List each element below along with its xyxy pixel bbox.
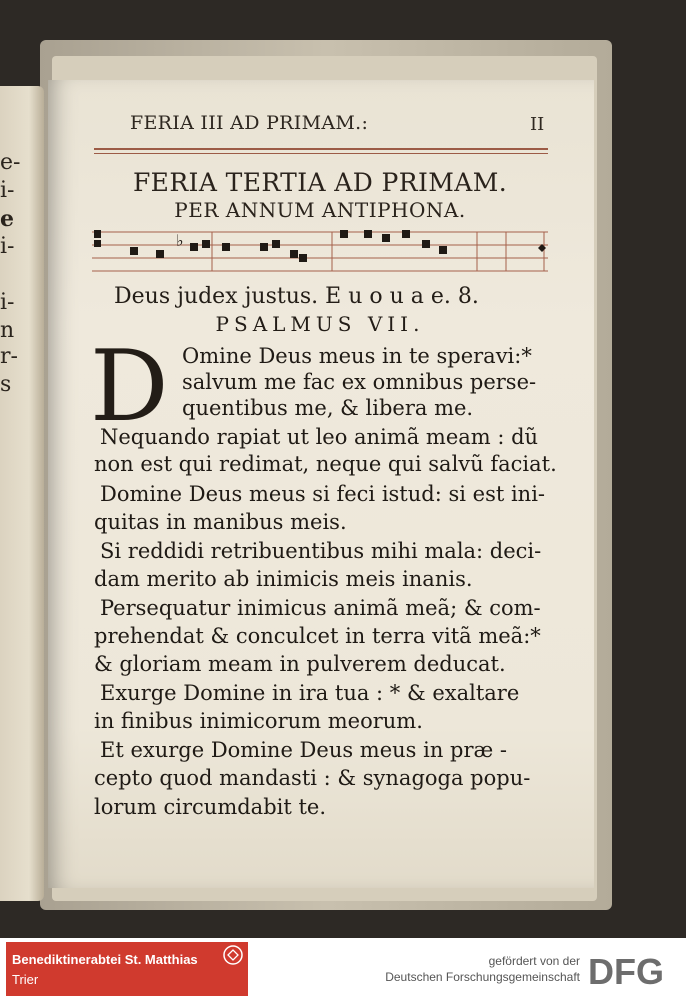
left-fragment: e	[0, 206, 14, 232]
red-rule-top	[94, 148, 548, 150]
psalm-line: Nequando rapiat ut leo animã meam : dũ	[100, 425, 539, 449]
psalm-line: quentibus me, & libera me.	[182, 396, 474, 420]
psalm-heading: PSALMUS VII.	[215, 312, 425, 336]
svg-text:♭: ♭	[176, 231, 184, 250]
psalm-line: dam merito ab inimicis meis inanis.	[94, 567, 473, 591]
left-fragment: s	[0, 372, 12, 397]
institution-city: Trier	[12, 972, 39, 987]
page-title: FERIA TERTIA AD PRIMAM.	[132, 168, 508, 197]
chant-staff	[92, 228, 548, 278]
institution-badge[interactable]	[6, 942, 248, 996]
psalm-line: Omine Deus meus in te speravi:*	[182, 344, 532, 368]
funding-line-2: Deutschen Forschungsgemeinschaft	[385, 970, 580, 984]
psalm-line: Si reddidi retribuentibus mihi mala: deci-	[100, 539, 542, 563]
psalm-line: cepto quod mandasti : & synagoga popu-	[94, 766, 531, 790]
psalm-line: in finibus inimicorum meorum.	[94, 709, 423, 733]
page-subtitle: PER ANNUM ANTIPHONA.	[174, 198, 466, 222]
psalm-line: Et exurge Domine Deus meus in præ -	[100, 738, 508, 762]
dfg-logo-icon	[586, 950, 682, 990]
psalm-line: prehendat & conculcet in terra vitã meã:*	[94, 624, 541, 648]
left-fragment: n	[0, 318, 15, 343]
psalm-line: Exurge Domine in ira tua : * & exaltare	[100, 681, 520, 705]
abbey-logo-icon	[222, 944, 244, 966]
psalm-line: non est qui redimat, neque qui salvũ faciat.	[94, 452, 557, 476]
left-fragment: i-	[0, 178, 15, 203]
left-fragment: i-	[0, 290, 15, 315]
psalm-line: lorum circumdabit te.	[94, 795, 327, 819]
psalm-line: & gloriam meam in pulverem deducat.	[94, 652, 506, 676]
psalm-line: Persequatur inimicus animã meã; & com-	[100, 596, 541, 620]
drop-cap: D	[90, 330, 169, 444]
left-fragment: r-	[0, 344, 18, 369]
antiphon-text: Deus judex justus. E u o u a e. 8.	[114, 284, 479, 309]
institution-name: Benediktinerabtei St. Matthias	[12, 952, 198, 967]
psalm-line: quitas in manibus meis.	[94, 510, 347, 534]
running-head: FERIA III AD PRIMAM.:	[130, 112, 369, 134]
page-number: II	[530, 114, 545, 135]
left-fragment: i-	[0, 234, 15, 259]
red-rule-bottom	[94, 153, 548, 154]
psalm-line: Domine Deus meus si feci istud: si est ini-	[100, 482, 546, 506]
funding-line-1: gefördert von der	[488, 954, 580, 968]
left-fragment: e-	[0, 150, 21, 175]
psalm-line: salvum me fac ex omnibus perse-	[182, 370, 537, 394]
dfg-logo-text: DFG	[588, 951, 664, 990]
